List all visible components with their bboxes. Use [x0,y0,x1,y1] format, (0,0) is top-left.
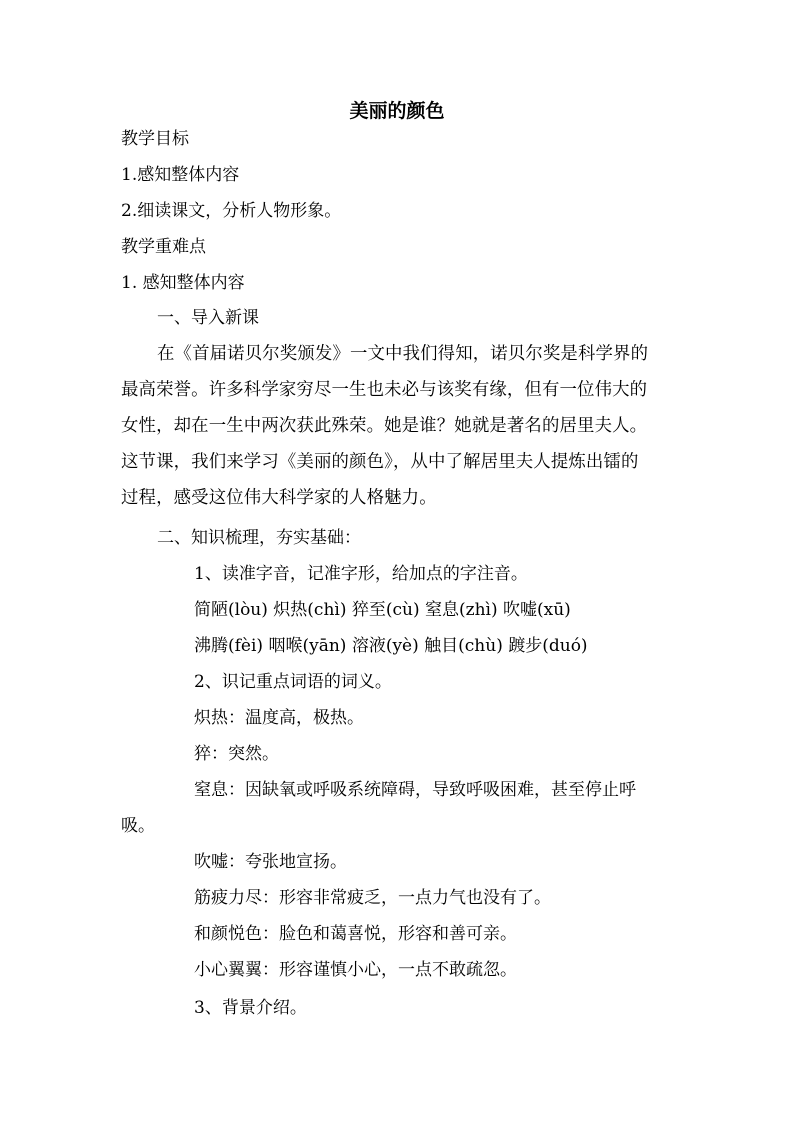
section-heading-intro: 一、导入新课 [157,308,259,328]
definition-item: 炽热：温度高，极热。 [194,708,364,728]
objectives-heading: 教学目标 [121,129,189,149]
intro-paragraph-line: 过程，感受这位伟大科学家的人格魅力。 [121,488,437,508]
key-point-item-1: 1. 感知整体内容 [121,273,245,293]
intro-paragraph-line: 女性，却在一生中两次获此殊荣。她是谁？她就是著名的居里夫人。 [121,416,648,436]
document-title: 美丽的颜色 [349,100,445,122]
definition-item: 和颜悦色：脸色和蔼喜悦，形容和善可亲。 [194,924,517,944]
intro-paragraph-line: 这节课，我们来学习《美丽的颜色》，从中了解居里夫人提炼出镭的 [121,452,639,472]
intro-paragraph-line: 最高荣誉。许多科学家穷尽一生也未必与该奖有缘，但有一位伟大的 [121,380,648,400]
pinyin-line-1: 简陋(lòu) 炽热(chì) 猝至(cù) 窒息(zhì) 吹嘘(xū) [194,600,571,620]
definition-item: 吹嘘：夸张地宣扬。 [194,852,347,872]
intro-paragraph-line: 在《首届诺贝尔奖颁发》一文中我们得知，诺贝尔奖是科学界的 [157,344,649,364]
definition-item: 筋疲力尽：形容非常疲乏，一点力气也没有了。 [194,888,551,908]
task-item-3: 3、背景介绍。 [194,998,307,1018]
definition-item: 小心翼翼：形容谨慎小心，一点不敢疏忽。 [194,960,517,980]
key-points-heading: 教学重难点 [121,237,206,257]
definition-item: 猝：突然。 [194,744,279,764]
section-heading-knowledge: 二、知识梳理，夯实基础： [157,528,361,548]
objective-item-2: 2.细读课文，分析人物形象。 [121,201,342,221]
objective-item-1: 1.感知整体内容 [121,165,240,185]
task-item-2: 2、识记重点词语的词义。 [194,672,392,692]
pinyin-line-2: 沸腾(fèi) 咽喉(yān) 溶液(yè) 触目(chù) 踱步(duó) [194,636,588,656]
task-item-1: 1、读准字音，记准字形，给加点的字注音。 [194,564,528,584]
definition-item-continued: 吸。 [121,816,155,836]
definition-item: 窒息：因缺氧或呼吸系统障碍，导致呼吸困难，甚至停止呼 [194,780,636,800]
